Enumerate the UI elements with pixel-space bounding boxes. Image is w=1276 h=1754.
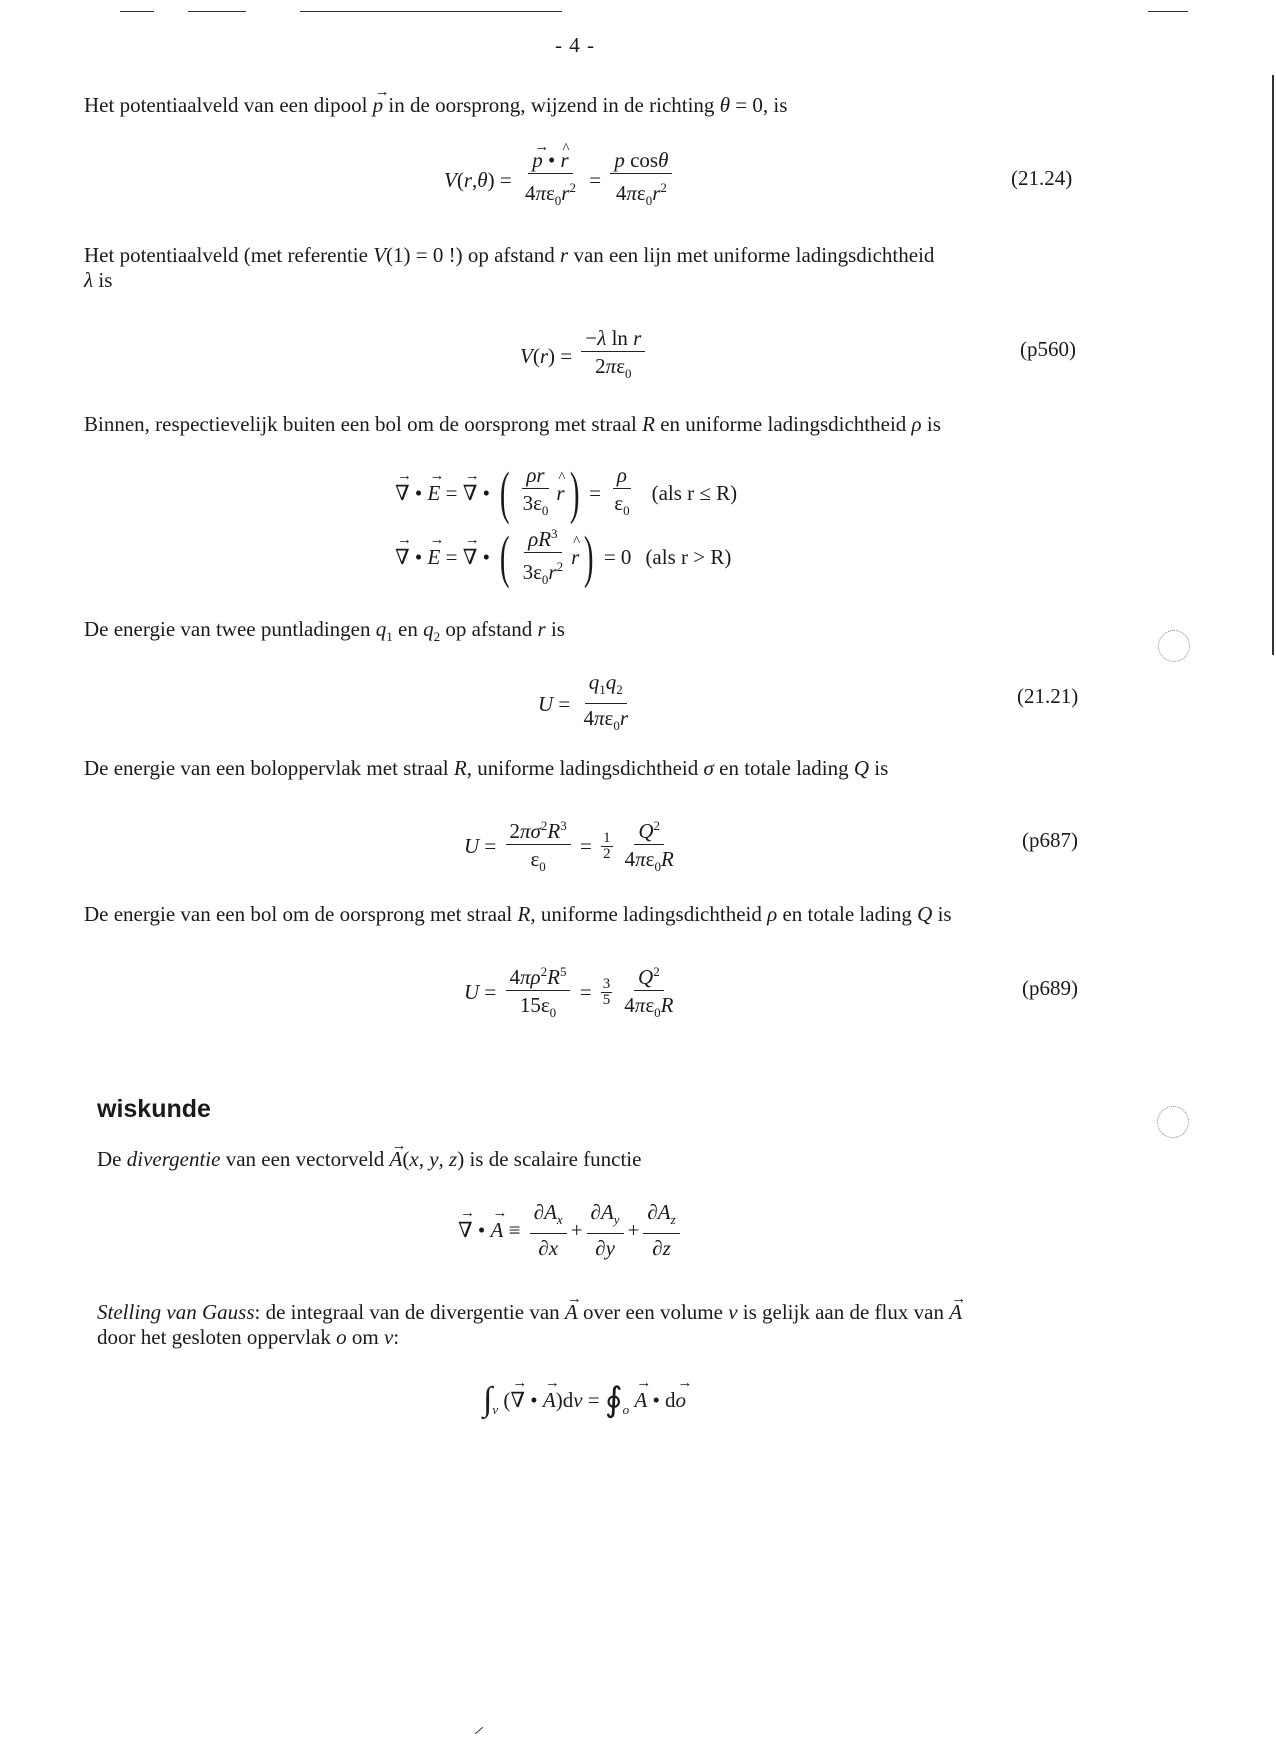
text: en totale lading <box>782 902 912 926</box>
scan-speck <box>475 1727 483 1734</box>
equation-shell-energy: U = $\frac{2\pi\sigma^2R^3}{\varepsilon_0}$ = $\frac{1}{2}$ $\frac{Q^2}{4\pi\varepsilon_0R}$ <box>464 814 682 879</box>
paragraph-sphere-energy: De energie van een bol om de oorsprong met straal R, uniforme ladingsdichtheid ρ en totale lading Q is <box>84 902 952 926</box>
text: in de oorsprong, wijzend in de richting <box>388 93 715 117</box>
text: Het potentiaalveld (met referentie <box>84 243 368 267</box>
equation-divergence-inside: → ∇ • → E = → ∇ • ( $\frac{\rho r}{3\varepsilon_0}$ ^ r ) = $\frac{\rho}{\varepsilon_0}$ (als r ≤ R) <box>395 463 737 523</box>
text: is <box>98 268 113 292</box>
equation-sphere-energy: U = $\frac{4\pi\rho^2R^5}{15\varepsilon_0}$ = $\frac{3}{5}$ $\frac{Q^2}{4\pi\varepsilon_0R}$ <box>464 960 681 1025</box>
text: , uniforme ladingsdichtheid <box>530 902 762 926</box>
equation-pair-energy: U = $\frac{q_1q_2}{4\pi\varepsilon_0r}$ <box>538 670 629 734</box>
text: en uniforme ladingsdichtheid <box>660 412 907 436</box>
text: is gelijk aan de flux van <box>742 1300 944 1324</box>
text: De energie van een bol om de oorsprong met straal <box>84 902 513 926</box>
equation-number: (p689) <box>1022 976 1078 1000</box>
header-rule <box>1148 11 1188 12</box>
text: De <box>97 1147 122 1171</box>
text: , uniforme ladingsdichtheid <box>466 756 699 780</box>
equation-divergence-definition: → ∇ • → A ≡ $\frac{\partial A_x}{\partial x}$ + $\frac{\partial A_y}{\partial y}$ + $\frac{\partial A_z}{\partial z}$ <box>458 1200 684 1260</box>
header-rule <box>188 11 246 12</box>
text: door het gesloten oppervlak <box>97 1325 331 1349</box>
equation-number: (21.21) <box>1017 684 1079 708</box>
text: om <box>351 1325 379 1349</box>
paragraph-shell-energy: De energie van een boloppervlak met straal R, uniforme ladingsdichtheid σ en totale lading Q is <box>84 756 889 780</box>
text: over een volume <box>582 1300 723 1324</box>
equation-number: (p687) <box>1022 828 1078 852</box>
condition-inside: (als r ≤ R) <box>651 480 738 505</box>
text: en totale lading <box>719 756 849 780</box>
text: op afstand <box>445 617 533 641</box>
paragraph-divergence: De divergentie van een vectorveld → A(x, y, z) is de scalaire functie <box>97 1147 1117 1172</box>
equation-number: (21.24) <box>1011 166 1073 190</box>
emphasis: Stelling van Gauss <box>97 1300 255 1324</box>
page-number: - 4 - <box>555 33 595 57</box>
paragraph-sphere-field: Binnen, respectievelijk buiten een bol om de oorsprong met straal R en uniforme ladingsdichtheid ρ is <box>84 412 941 436</box>
scan-smudge <box>1158 630 1190 662</box>
paragraph-point-charges: De energie van twee puntladingen $q_1$ en $q_2$ op afstand r is <box>84 617 565 645</box>
condition-outside: (als r > R) <box>645 544 732 569</box>
equation-dipole: V ( r , θ ) = → $\frac{p • \^{} r}{4\pi\varepsilon_0r^2}$ = $\frac{\text{p cosθ}}{4\pi\varepsilon_0r^2}$ <box>444 148 676 213</box>
text: : de integraal van de divergentie van <box>254 1300 560 1324</box>
section-title: wiskunde <box>97 1095 211 1123</box>
text: De energie van een boloppervlak met straal <box>84 756 449 780</box>
header-rule <box>120 11 154 12</box>
scan-smudge <box>1157 1106 1189 1138</box>
text: is <box>926 412 941 436</box>
text: (1) = 0 !) op afstand <box>386 243 555 267</box>
equation-divergence-outside: → ∇ • → E = → ∇ • ( $\frac{\rho R^3}{3\varepsilon_0r^2}$ ^ r ) = 0 (als r > R) <box>395 522 731 592</box>
text: is <box>550 617 565 641</box>
text: en <box>398 617 418 641</box>
text: = 0, is <box>735 93 788 117</box>
text: is <box>874 756 889 780</box>
emphasis: divergentie <box>126 1147 221 1171</box>
text: is de scalaire functie <box>469 1147 642 1171</box>
equation-gauss: ∫ $_v$ ( → ∇ • → A )d v = ∮ $_o$ → A • d → o <box>483 1380 686 1420</box>
text: van een vectorveld <box>225 1147 385 1171</box>
paragraph-dipole: Het potentiaalveld van een dipool → p in de oorsprong, wijzend in de richting θ = 0, is <box>84 93 1104 118</box>
paragraph-line-charge: Het potentiaalveld (met referentie V(1) = 0 !) op afstand r van een lijn met uniforme ladingsdichtheid λ is <box>84 243 935 292</box>
paragraph-gauss: Stelling van Gauss: de integraal van de divergentie van → A over een volume v is gelijk aan de flux van → A door het gesloten oppervlak o om v: <box>97 1300 1097 1350</box>
text: van een lijn met uniforme ladingsdichtheid <box>573 243 935 267</box>
equation-line: V ( r ) = $\frac{\text{−λ ln r}}{2\pi\varepsilon_0}$ <box>520 326 649 386</box>
scan-edge <box>1272 75 1274 655</box>
text: Binnen, respectievelijk buiten een bol om de oorsprong met straal <box>84 412 637 436</box>
equation-number: (p560) <box>1020 337 1076 361</box>
header-rule <box>300 11 562 12</box>
text: De energie van twee puntladingen <box>84 617 371 641</box>
text: Het potentiaalveld van een dipool <box>84 93 368 117</box>
text: is <box>937 902 952 926</box>
